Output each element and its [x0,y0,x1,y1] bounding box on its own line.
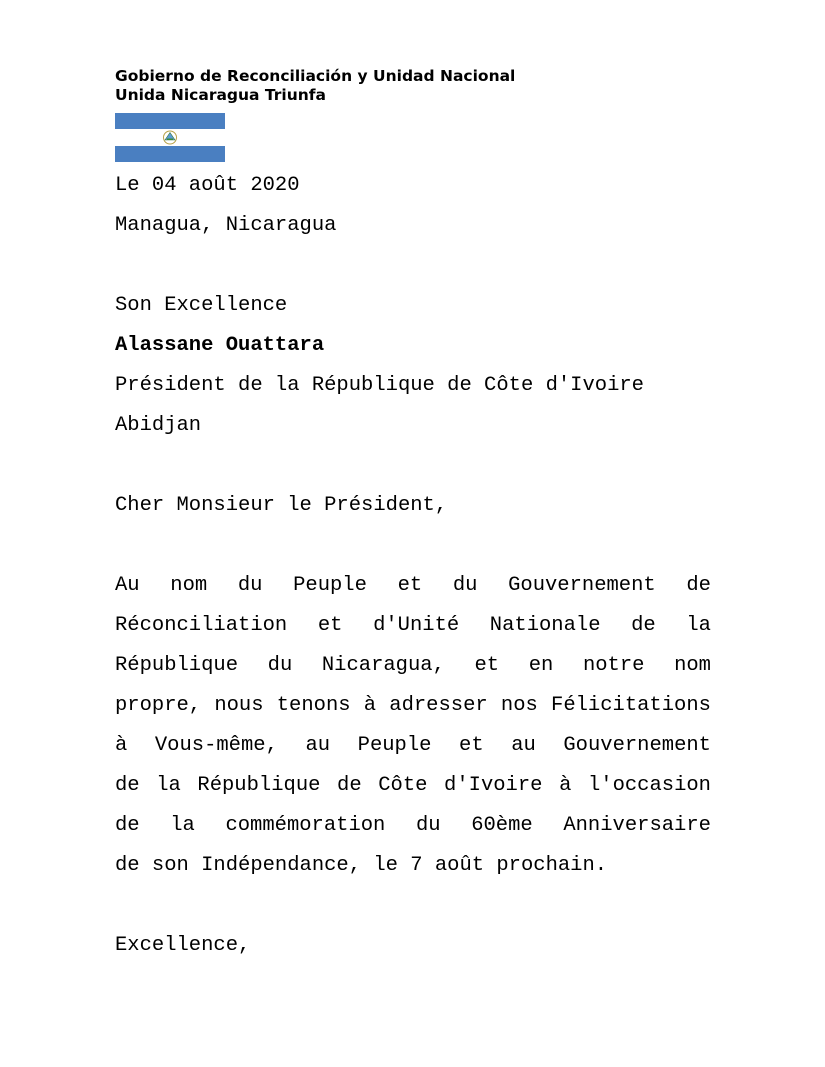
paragraph-word: de [631,614,656,637]
paragraph-word: du [452,574,478,597]
paragraph-word: de [337,774,362,797]
letter-paragraph-line [115,726,711,766]
paragraph-word: à [115,734,128,757]
paragraph-word: Peuple [293,574,367,597]
letter-body [115,166,711,966]
letter-paragraph [115,566,711,846]
paragraph-word: Gouvernement [563,734,711,757]
paragraph-word: l'occasion [587,774,711,797]
letter-greeting: Cher Monsieur le Président, [115,494,448,517]
paragraph-word: République [115,654,239,677]
paragraph-word: en [528,654,554,677]
recipient-city: Abidjan [115,414,202,437]
paragraph-word: et [397,574,423,597]
paragraph-word: commémoration [225,814,386,837]
paragraph-word: de [115,774,140,797]
paragraph-word: au [511,734,536,757]
paragraph-word: République [197,774,321,797]
paragraph-word: Au [115,574,140,597]
paragraph-word: Nationale [489,614,601,637]
recipient-title: Son Excellence [115,294,288,317]
paragraph-word: du [415,814,441,837]
paragraph-word: d'Unité [373,614,460,637]
paragraph-word: de [115,814,140,837]
paragraph-word: à [363,694,377,717]
paragraph-word: tenons [276,694,351,717]
nicaragua-flag-icon [115,113,225,162]
paragraph-word: la [170,814,195,837]
paragraph-word: nom [170,574,208,597]
letter-place: Managua, Nicaragua [115,214,337,237]
letter-date: Le 04 août 2020 [115,174,300,197]
paragraph-word: du [267,654,293,677]
paragraph-word: nos [500,694,538,717]
letterhead-government-name: Gobierno de Reconciliación y Unidad Nacional [115,67,516,85]
paragraph-word: Côte [378,774,428,797]
paragraph-word: Nicaragua, [321,654,445,677]
paragraph-word: nous [214,694,264,717]
letter-paragraph-last-line: de son Indépendance, le 7 août prochain. [115,854,608,877]
letterhead-slogan: Unida Nicaragua Triunfa [115,86,327,104]
paragraph-word: notre [582,654,645,677]
paragraph-word: Réconciliation [115,614,288,637]
letter-paragraph-line [115,766,711,806]
letter-paragraph-line [115,566,711,606]
letterhead [115,67,515,105]
paragraph-word: et [459,734,484,757]
paragraph-word: nom [674,654,711,677]
recipient-name: Alassane Ouattara [115,334,325,357]
paragraph-word: la [686,614,711,637]
letter-paragraph-line [115,806,711,846]
paragraph-word: et [317,614,343,637]
paragraph-word: Gouvernement [508,574,656,597]
paragraph-word: adresser [389,694,488,717]
recipient-role: Président de la République de Côte d'Ivoire [115,374,644,397]
paragraph-word: et [474,654,500,677]
paragraph-word: à [559,774,572,797]
paragraph-word: au [305,734,331,757]
paragraph-word: Félicitations [551,694,711,717]
letter-paragraph-line [115,686,711,726]
paragraph-word: de [686,574,711,597]
paragraph-word: Anniversaire [563,814,711,837]
letter-paragraph-line [115,646,711,686]
letter-paragraph-line [115,606,711,646]
letter-closing: Excellence, [115,934,251,957]
paragraph-word: Peuple [357,734,432,757]
paragraph-word: du [237,574,263,597]
paragraph-word: la [156,774,181,797]
paragraph-word: Vous-même, [154,734,278,757]
paragraph-word: 60ème [471,814,533,837]
paragraph-word: propre, [115,694,202,717]
paragraph-word: d'Ivoire [444,774,543,797]
